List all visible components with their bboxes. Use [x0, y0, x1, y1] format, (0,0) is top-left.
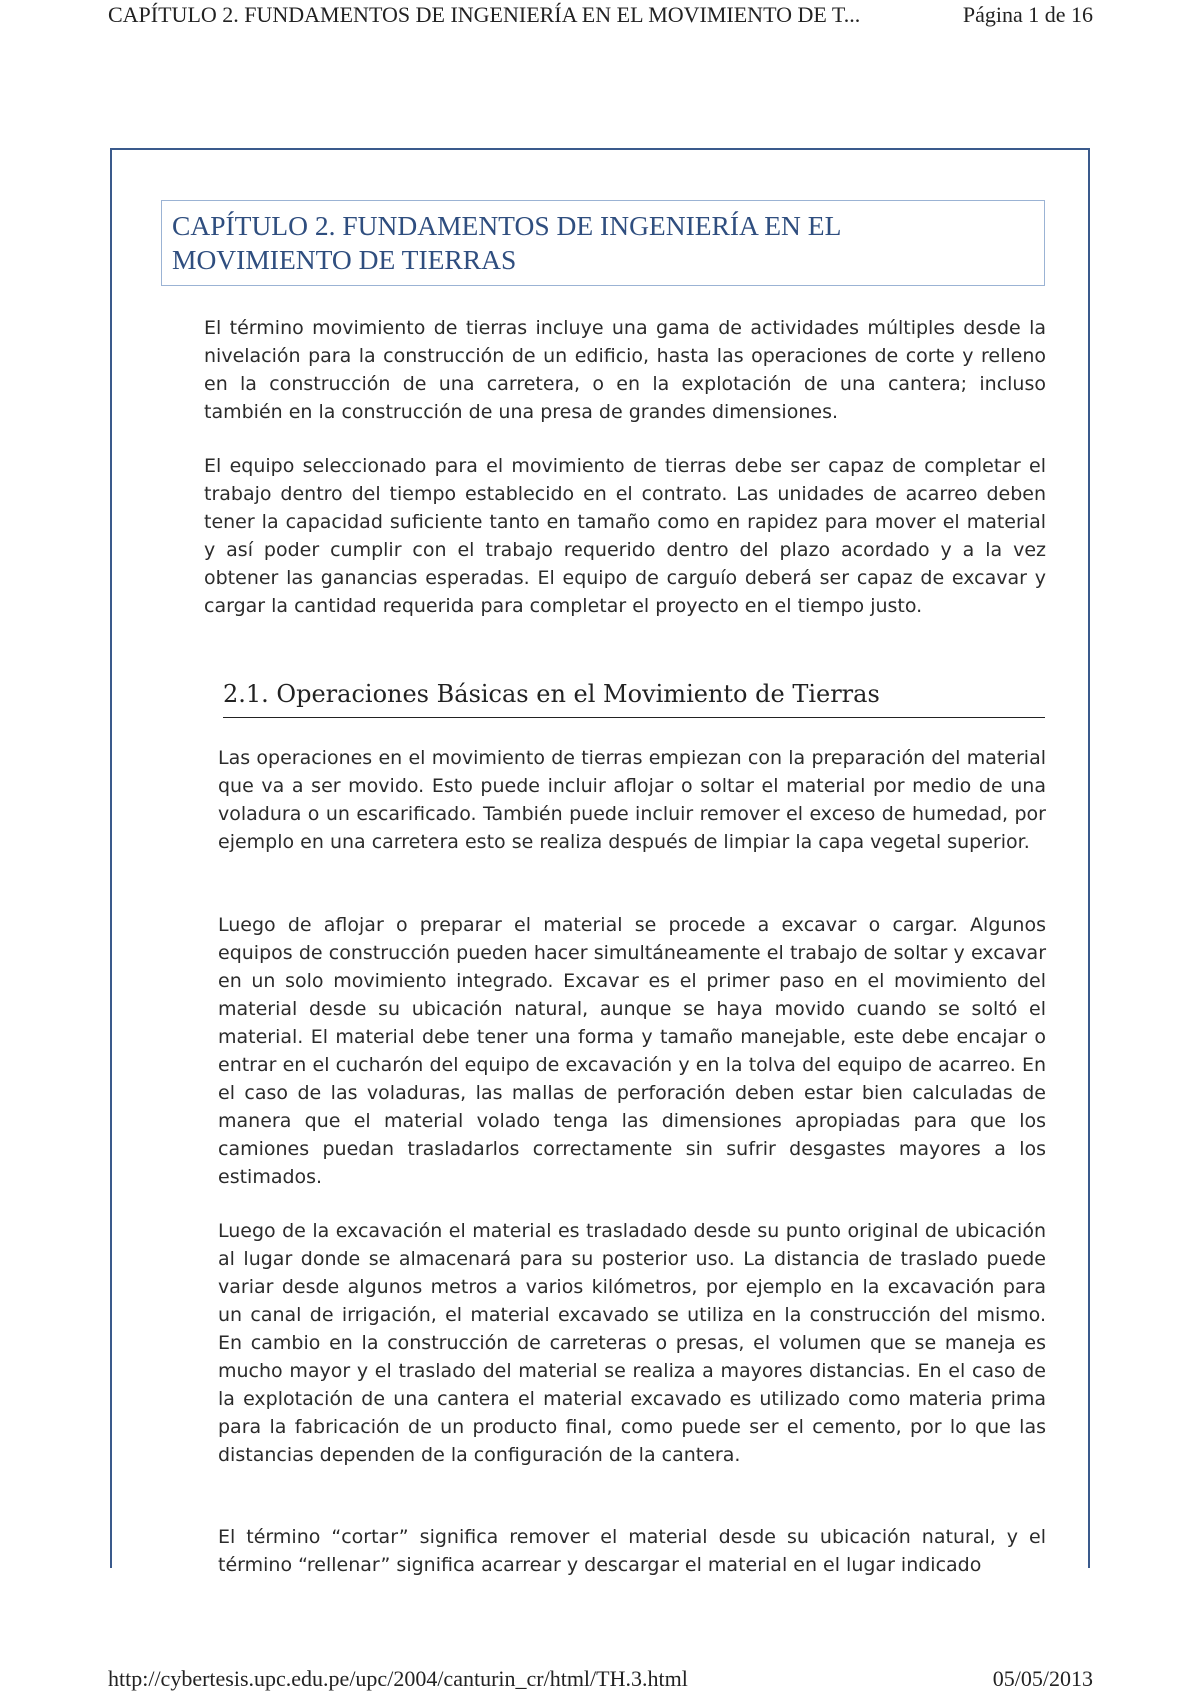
print-header — [108, 0, 1093, 32]
section-paragraph-1: Las operaciones en el movimiento de tierras empiezan con la preparación del material que va a ser movido. Esto puede incluir aflojar o soltar el material por medio de una voladura o un escarificado. También puede incluir remover el exceso de humedad, por ejemplo en una carretera esto se realiza después de limpiar la capa vegetal superior. — [218, 747, 1046, 853]
intro-paragraph-1: El término movimiento de tierras incluye una gama de actividades múltiples desde la nivelación para la construcción de un edificio, hasta las operaciones de corte y relleno en la construcción de una carretera, o en la explotación de una cantera; incluso también en la construcción de una presa de grandes dimensiones. — [204, 317, 1046, 423]
print-date: 05/05/2013 — [992, 1666, 1093, 1691]
chapter-title-line-1: CAPÍTULO 2. FUNDAMENTOS DE INGENIERÍA EN EL — [172, 210, 842, 241]
chapter-title-box — [161, 200, 1045, 286]
section-heading: 2.1. Operaciones Básicas en el Movimiento de Tierras — [223, 674, 1045, 718]
intro-paragraph-2: El equipo seleccionado para el movimiento de tierras debe ser capaz de completar el trabajo dentro del tiempo establecido en el contrato. Las unidades de acarreo deben tener la capacidad suficiente tanto en tamaño como en rapidez para mover el material y así poder cumplir con el trabajo requerido dentro del plazo acordado y a la vez obtener las ganancias esperadas. El equipo de carguío deberá ser capaz de excavar y cargar la cantidad requerida para completar el proyecto en el tiempo justo. — [204, 455, 1046, 617]
print-footer — [108, 1664, 1093, 1698]
print-header-page-number: Página 1 de 16 — [962, 2, 1093, 27]
chapter-title — [172, 209, 1034, 277]
print-header-title: CAPÍTULO 2. FUNDAMENTOS DE INGENIERÍA EN EL MOVIMIENTO DE T... — [108, 2, 861, 27]
section-paragraph-4: El término “cortar” significa remover el material desde su ubicación natural, y el término “rellenar” significa acarrear y descargar el material en el lugar indicado — [218, 1526, 1046, 1576]
chapter-title-line-2: MOVIMIENTO DE TIERRAS — [172, 244, 517, 275]
document-frame — [110, 148, 1090, 1576]
section-paragraph-2: Luego de aflojar o preparar el material se procede a excavar o cargar. Algunos equipos de construcción pueden hacer simultáneamente el trabajo de soltar y excavar en un solo movimiento integrado. Excavar es el primer paso en el movimiento del material desde su ubicación natural, aunque se haya movido cuando se soltó el material. El material debe tener una forma y tamaño manejable, este debe encajar o entrar en el cucharón del equipo de excavación y en la tolva del equipo de acarreo. En el caso de las voladuras, las mallas de perforación deben estar bien calculadas de manera que el material volado tenga las dimensiones apropiadas para que los camiones puedan trasladarlos correctamente sin sufrir desgastes mayores a los estimados. — [218, 914, 1046, 1188]
section-paragraph-3: Luego de la excavación el material es trasladado desde su punto original de ubicación al lugar donde se almacenará para su posterior uso. La distancia de traslado puede variar desde algunos metros a varios kilómetros, por ejemplo en la excavación para un canal de irrigación, el material excavado se utiliza en la construcción del mismo. En cambio en la construcción de carreteras o presas, el volumen que se maneja es mucho mayor y el traslado del material se realiza a mayores distancias. En el caso de la explotación de una cantera el material excavado es utilizado como materia prima para la fabricación de un producto final, como puede ser el cemento, por lo que las distancias dependen de la configuración de la cantera. — [218, 1220, 1046, 1466]
source-url: http://cybertesis.upc.edu.pe/upc/2004/canturin_cr/html/TH.3.html — [108, 1666, 688, 1691]
